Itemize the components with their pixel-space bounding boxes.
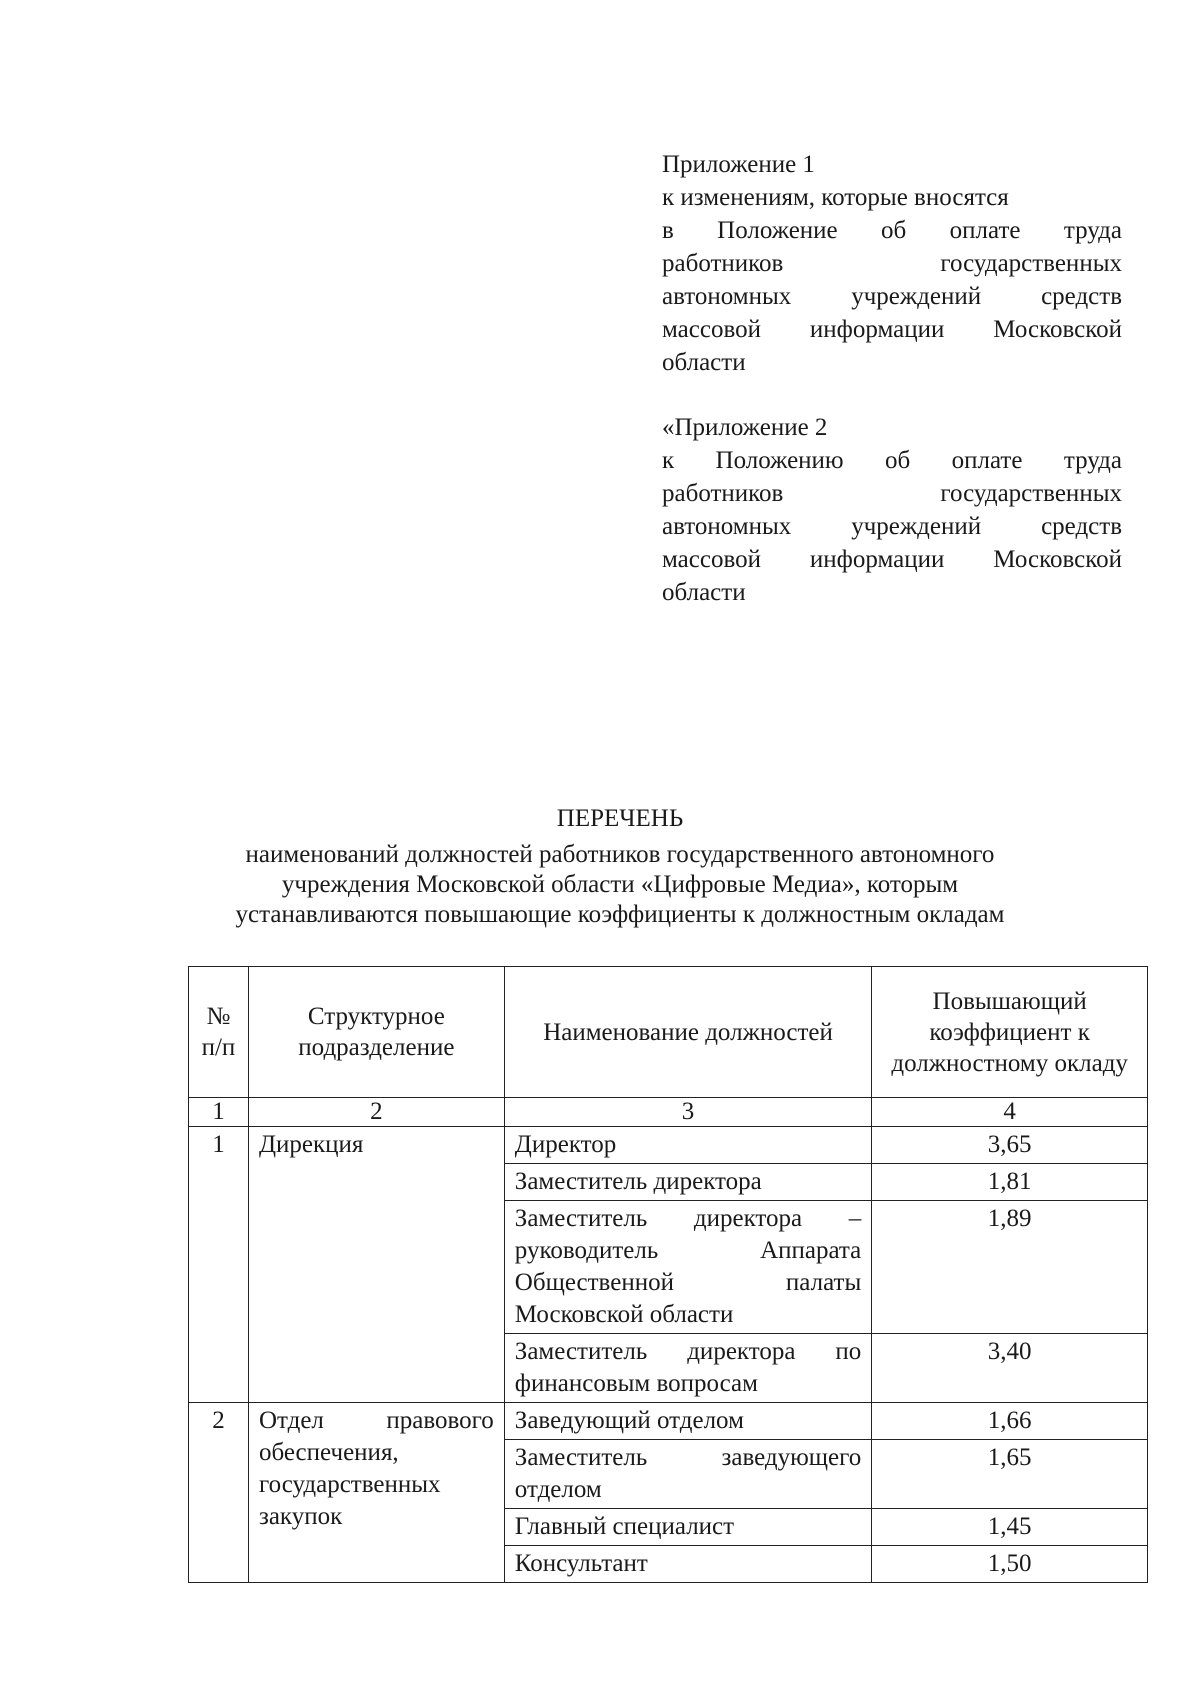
annex-2-line: работников государственных <box>662 480 1122 507</box>
coefficient: 1,50 <box>872 1546 1148 1583</box>
coefficient: 1,89 <box>872 1201 1148 1334</box>
annex-2-block <box>662 411 1122 609</box>
annex-1-line: к изменениям, которые вносятся <box>662 184 1009 211</box>
annex-1-block <box>662 148 1122 379</box>
header-unit: Структурное подразделение <box>248 967 504 1098</box>
annex-2-line: массовой информации Московской <box>662 546 1122 573</box>
table-row <box>189 1403 1148 1440</box>
coefficient: 3,40 <box>872 1334 1148 1403</box>
document-subtitle-line: устанавливаются повышающие коэффициенты к должностным окладам <box>235 901 1005 928</box>
header-coef: Повышающий коэффициент к должностному окладу <box>872 967 1148 1098</box>
header-position: Наименование должностей <box>504 967 871 1098</box>
annex-2-line: автономных учреждений средств <box>662 513 1122 540</box>
position-name: Заместитель директора по финансовым вопросам <box>504 1334 871 1403</box>
annex-1-line: массовой информации Московской <box>662 316 1122 343</box>
column-number: 4 <box>872 1098 1148 1127</box>
column-number: 2 <box>248 1098 504 1127</box>
document-subtitle-line: учреждения Московской области «Цифровые Медиа», которым <box>281 871 959 898</box>
coefficient: 3,65 <box>872 1127 1148 1164</box>
position-name: Заместитель заведующего отделом <box>504 1440 871 1509</box>
document-title-block <box>150 804 1090 930</box>
coefficient: 1,81 <box>872 1164 1148 1201</box>
column-number-row <box>189 1098 1148 1127</box>
annex-1-line: автономных учреждений средств <box>662 283 1122 310</box>
table-header-row <box>189 967 1148 1098</box>
annex-1-line: работников государственных <box>662 250 1122 277</box>
group-unit: Дирекция <box>248 1127 504 1403</box>
column-number: 1 <box>189 1098 249 1127</box>
annex-2-line: области <box>662 579 746 606</box>
annex-2-line: «Приложение 2 <box>662 414 828 441</box>
document-heading: ПЕРЕЧЕНЬ <box>556 805 684 832</box>
coefficient: 1,65 <box>872 1440 1148 1509</box>
position-name: Заместитель директора – руководитель Аппарата Общественной палаты Московской области <box>504 1201 871 1334</box>
group-unit: Отдел правового обеспечения, государственных закупок <box>248 1403 504 1583</box>
position-name: Консультант <box>504 1546 871 1583</box>
group-num: 1 <box>189 1127 249 1403</box>
annex-1-line: Приложение 1 <box>662 151 815 178</box>
coefficient: 1,66 <box>872 1403 1148 1440</box>
coefficient: 1,45 <box>872 1509 1148 1546</box>
position-name: Директор <box>504 1127 871 1164</box>
annex-1-line: в Положение об оплате труда <box>662 217 1122 244</box>
position-name: Заместитель директора <box>504 1164 871 1201</box>
position-name: Главный специалист <box>504 1509 871 1546</box>
position-name: Заведующий отделом <box>504 1403 871 1440</box>
annex-1-line: области <box>662 349 746 376</box>
table-row <box>189 1127 1148 1164</box>
document-subtitle-line: наименований должностей работников государственного автономного <box>245 841 995 868</box>
positions-table <box>188 966 1148 1583</box>
header-num: № п/п <box>189 967 249 1098</box>
annex-2-line: к Положению об оплате труда <box>662 447 1122 474</box>
group-num: 2 <box>189 1403 249 1583</box>
column-number: 3 <box>504 1098 871 1127</box>
